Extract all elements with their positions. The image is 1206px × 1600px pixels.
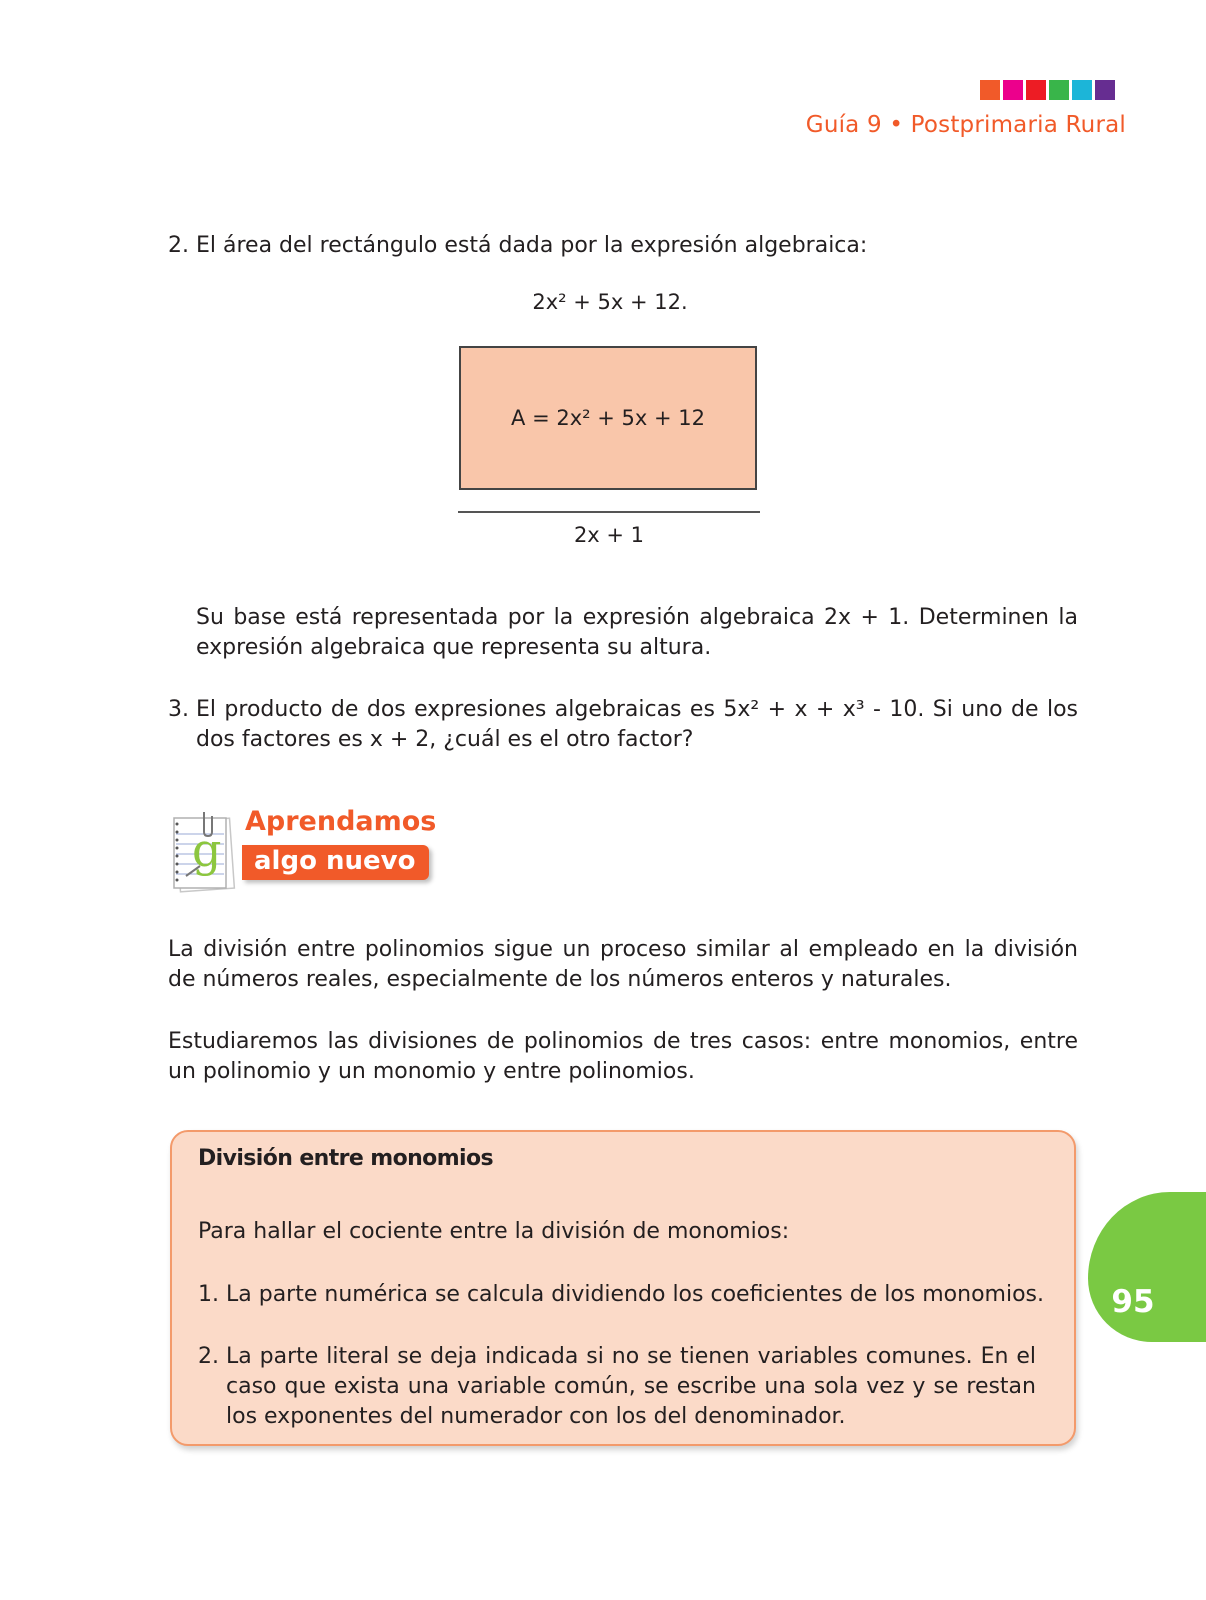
paragraph: La división entre polinomios sigue un proceso similar al empleado en la división de números reales, especialmente de los números enteros y naturales. <box>168 937 1078 992</box>
paragraph: Estudiaremos las divisiones de polinomios de tres casos: entre monomios, entre un polinomio y un monomio y entre polinomios. <box>168 1029 1078 1084</box>
box-item-text: La parte numérica se calcula dividiendo los coeficientes de los monomios. <box>226 1282 1044 1307</box>
color-square <box>1072 80 1092 100</box>
page-number: 95 <box>1111 1284 1155 1320</box>
rectangle-area-label: A = 2x² + 5x + 12 <box>511 406 705 430</box>
exercise-2-number: 2. <box>168 233 189 258</box>
notebook-icon <box>170 810 238 896</box>
box-item-number: 2. <box>198 1344 219 1369</box>
box-item-text: La parte literal se deja indicada si no se tienen variables comunes. En el caso que exista una variable común, se escribe una sola vez y se restan los exponentes del numerador con los del denominador. <box>226 1344 1036 1429</box>
color-square <box>980 80 1000 100</box>
area-rectangle <box>459 346 757 490</box>
base-line <box>458 511 760 513</box>
section-subtitle: algo nuevo <box>242 845 429 880</box>
box-item-number: 1. <box>198 1282 219 1307</box>
header-title: Guía 9 • Postprimaria Rural <box>805 112 1126 138</box>
color-square <box>1049 80 1069 100</box>
color-square <box>1003 80 1023 100</box>
exercise-2-intro: El área del rectángulo está dada por la expresión algebraica: <box>196 233 868 258</box>
section-title: Aprendamos <box>245 806 437 837</box>
color-square <box>1095 80 1115 100</box>
base-label: 2x + 1 <box>573 523 645 547</box>
exercise-3-number: 3. <box>168 697 189 722</box>
notebook-letter: g <box>192 823 222 877</box>
color-square <box>1026 80 1046 100</box>
exercise-2-text: Su base está representada por la expresión algebraica 2x + 1. Determinen la expresión algebraica que representa su altura. <box>196 605 1078 660</box>
exercise-3-text: El producto de dos expresiones algebraicas es 5x² + x + x³ - 10. Si uno de los dos factores es x + 2, ¿cuál es el otro factor? <box>196 697 1078 752</box>
box-title: División entre monomios <box>198 1146 493 1171</box>
box-intro: Para hallar el cociente entre la división de monomios: <box>198 1219 790 1244</box>
color-squares <box>980 80 1115 100</box>
area-expression: 2x² + 5x + 12. <box>532 290 688 314</box>
